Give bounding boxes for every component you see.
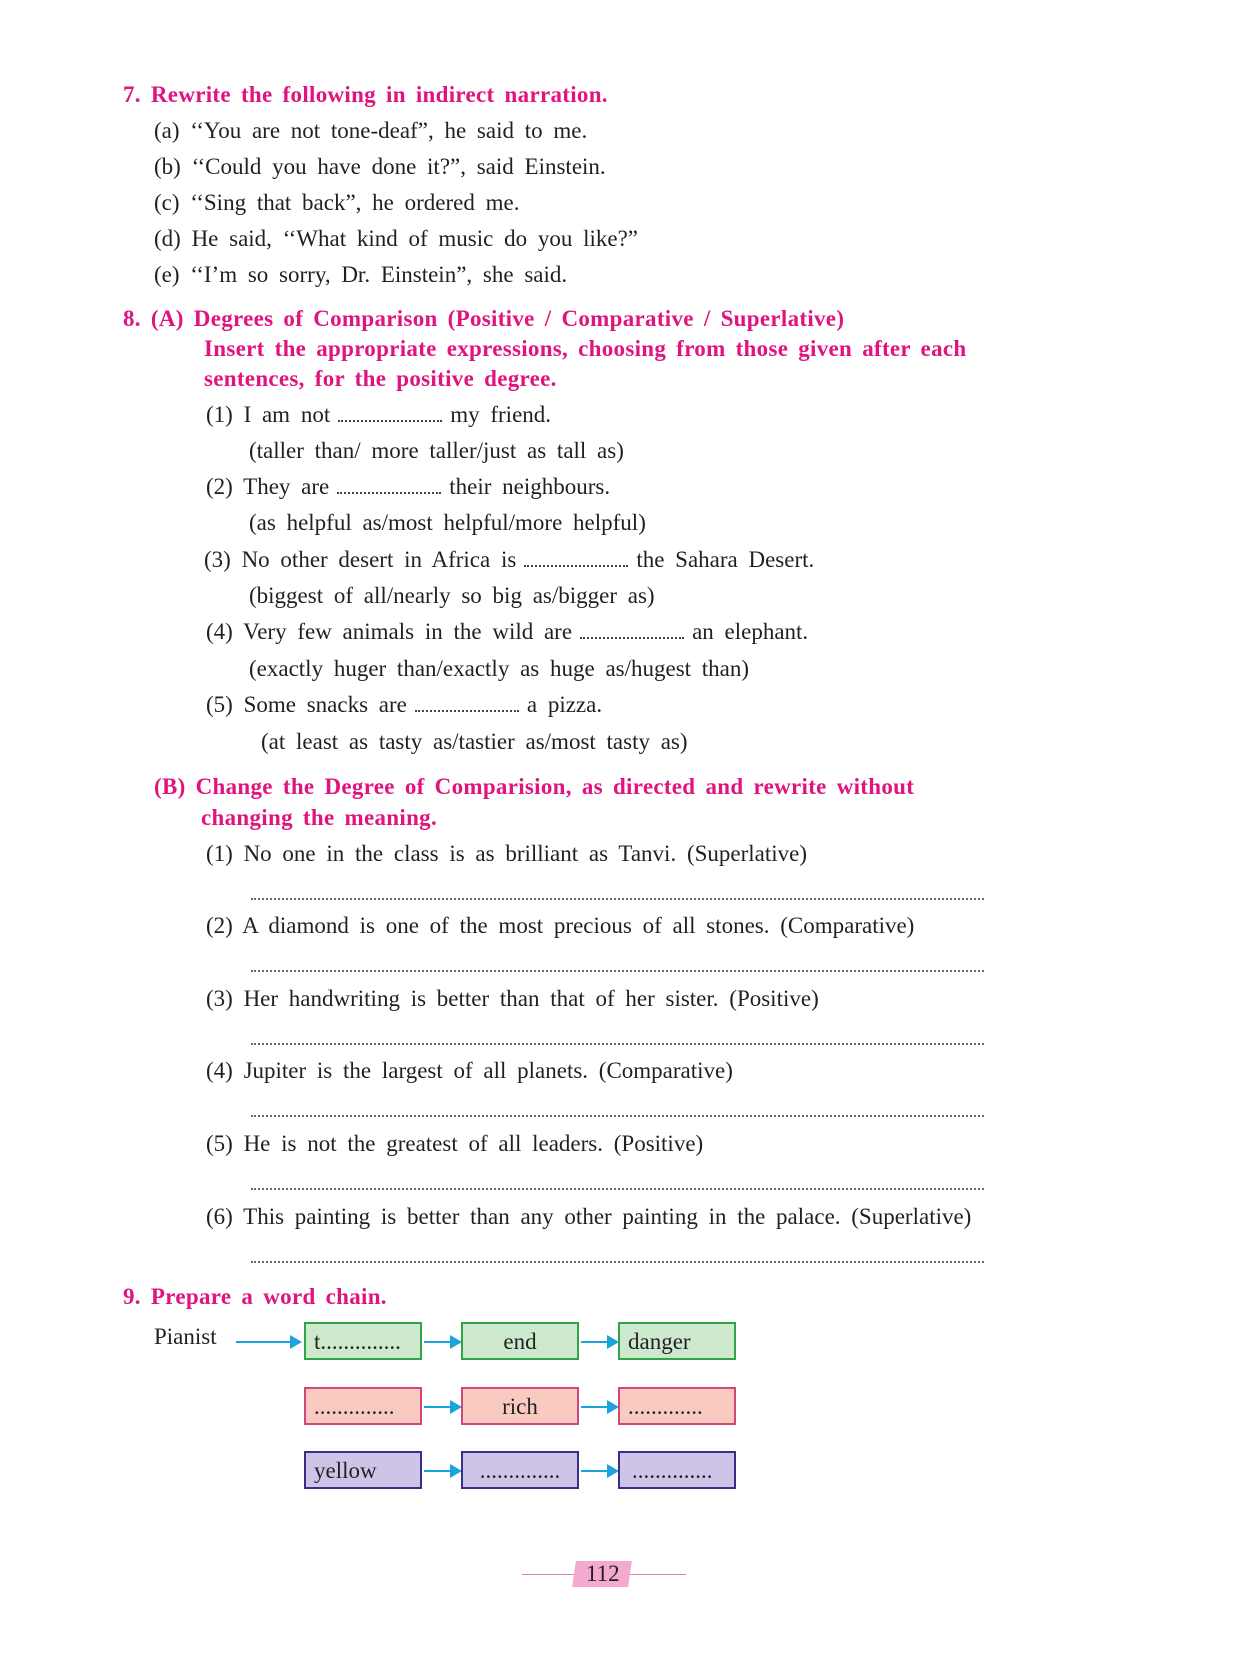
start-word: Pianist (154, 1324, 217, 1349)
q9-heading: 9. Prepare a word chain. (123, 1284, 387, 1309)
answer-line-2[interactable] (251, 970, 984, 972)
chain-box[interactable]: ............. (618, 1387, 736, 1425)
arrow-icon (581, 1406, 617, 1408)
arrow-icon (581, 1341, 617, 1343)
q8b-heading-1: (B) Change the Degree of Comparision, as directed and rewrite without (154, 774, 915, 799)
q8a-item-1: (1) I am not my friend. (206, 402, 552, 427)
chain-box[interactable]: .............. (304, 1387, 422, 1425)
q8b-item-6: (6) This painting is better than any other painting in the palace. (Superlative) (206, 1204, 972, 1229)
blank[interactable] (338, 418, 442, 422)
blank[interactable] (415, 708, 519, 712)
q8b-item-1: (1) No one in the class is as brilliant as Tanvi. (Superlative) (206, 841, 808, 866)
q8a-heading: 8. (A) Degrees of Comparison (Positive / Comparative / Superlative) (123, 306, 845, 331)
q8b-item-5: (5) He is not the greatest of all leaders. (Positive) (206, 1131, 704, 1156)
chain-box: danger (618, 1322, 736, 1360)
q7-item-a: (a) ‘‘You are not tone-deaf”, he said to me. (154, 118, 588, 143)
arrow-icon (424, 1470, 460, 1472)
q8b-heading-2: changing the meaning. (201, 805, 438, 830)
q7-item-b: (b) ‘‘Could you have done it?”, said Einstein. (154, 154, 606, 179)
q7-item-d: (d) He said, ‘‘What kind of music do you like?” (154, 226, 638, 251)
answer-line-3[interactable] (251, 1043, 984, 1045)
q8a-options-4: (exactly huger than/exactly as huge as/hugest than) (249, 656, 750, 681)
q8b-item-3: (3) Her handwriting is better than that of her sister. (Positive) (206, 986, 819, 1011)
q8a-instruction-2: sentences, for the positive degree. (204, 366, 557, 391)
q8b-item-2: (2) A diamond is one of the most precious of all stones. (Comparative) (206, 913, 915, 938)
answer-line-6[interactable] (251, 1261, 984, 1263)
page-rule-right (630, 1574, 686, 1575)
page-number: 112 (586, 1561, 620, 1586)
chain-box: rich (461, 1387, 579, 1425)
q8b-item-4: (4) Jupiter is the largest of all planets. (Comparative) (206, 1058, 733, 1083)
chain-box[interactable]: t.............. (304, 1322, 422, 1360)
arrow-icon (424, 1341, 460, 1343)
q8a-options-2: (as helpful as/most helpful/more helpful) (249, 510, 646, 535)
chain-box[interactable]: .............. (618, 1451, 736, 1489)
q8a-item-4: (4) Very few animals in the wild are an elephant. (206, 619, 809, 644)
q8a-instruction-1: Insert the appropriate expressions, choosing from those given after each (204, 336, 967, 361)
q7-item-e: (e) ‘‘I’m so sorry, Dr. Einstein”, she said. (154, 262, 568, 287)
answer-line-1[interactable] (251, 898, 984, 900)
q8a-item-3: (3) No other desert in Africa is the Sahara Desert. (204, 547, 815, 572)
chain-box: end (461, 1322, 579, 1360)
q8a-options-1: (taller than/ more taller/just as tall as) (249, 438, 624, 463)
chain-box: yellow (304, 1451, 422, 1489)
q7-item-c: (c) ‘‘Sing that back”, he ordered me. (154, 190, 520, 215)
page-rule-left (522, 1574, 574, 1575)
arrow-icon (236, 1341, 300, 1343)
q8a-options-3: (biggest of all/nearly so big as/bigger as) (249, 583, 655, 608)
q8a-item-2: (2) They are their neighbours. (206, 474, 611, 499)
blank[interactable] (524, 563, 628, 567)
arrow-icon (581, 1470, 617, 1472)
blank[interactable] (580, 635, 684, 639)
chain-box[interactable]: .............. (461, 1451, 579, 1489)
q8a-item-5: (5) Some snacks are a pizza. (206, 692, 603, 717)
blank[interactable] (337, 490, 441, 494)
q7-heading: 7. Rewrite the following in indirect narration. (123, 82, 608, 107)
arrow-icon (424, 1406, 460, 1408)
q8a-options-5: (at least as tasty as/tastier as/most tasty as) (261, 729, 688, 754)
answer-line-5[interactable] (251, 1188, 984, 1190)
answer-line-4[interactable] (251, 1115, 984, 1117)
